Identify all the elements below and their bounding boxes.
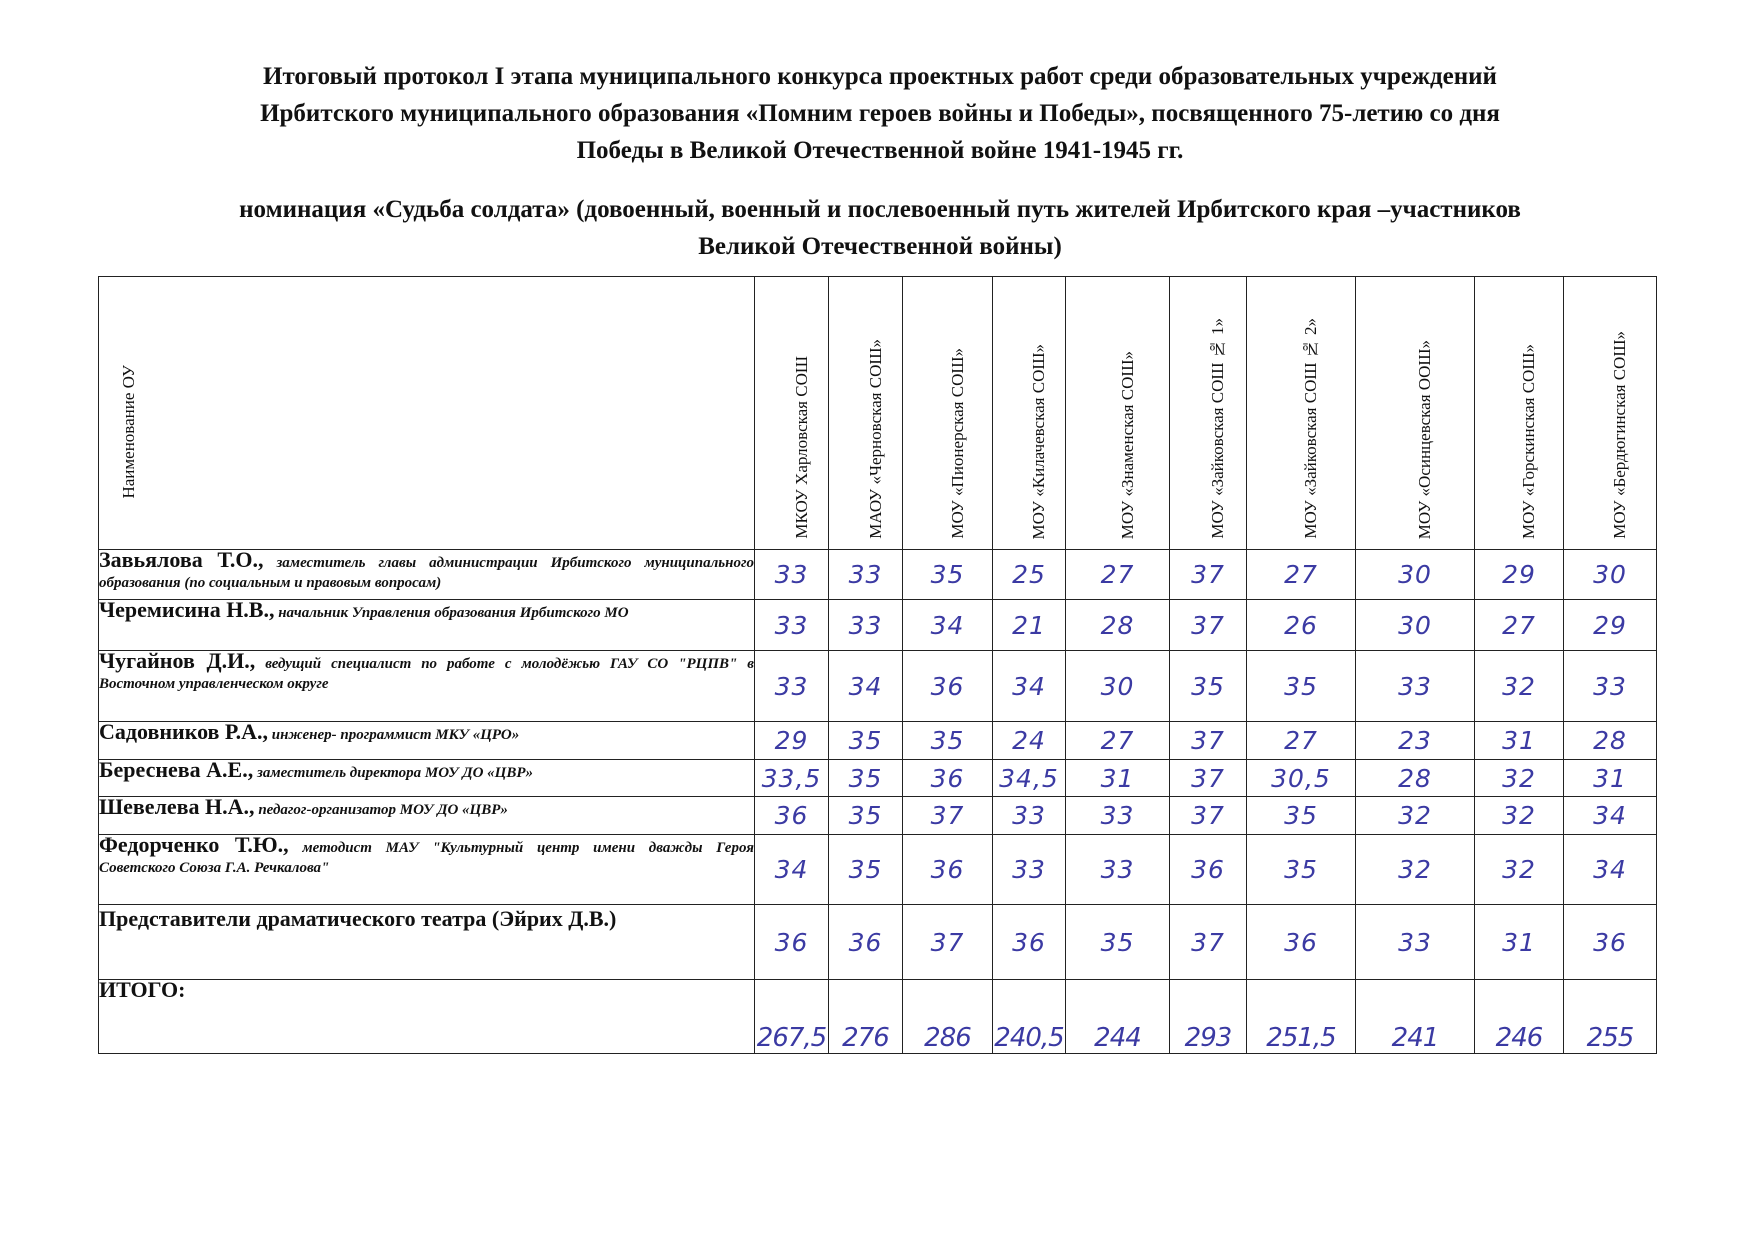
score-cell: 31 bbox=[1475, 722, 1564, 760]
score-cell: 36 bbox=[903, 760, 993, 797]
juror-role: заместитель директора МОУ ДО «ЦВР» bbox=[253, 765, 534, 781]
juror-cell bbox=[99, 719, 755, 760]
juror-name: Федорченко Т.Ю., bbox=[99, 832, 289, 857]
score-cell: 33 bbox=[993, 835, 1066, 905]
nomination-title bbox=[90, 191, 1670, 265]
score-cell: 35 bbox=[903, 722, 993, 760]
school-header-8 bbox=[1356, 277, 1475, 550]
document-header bbox=[90, 58, 1670, 265]
score-cell: 34 bbox=[903, 600, 993, 651]
total-cell: 267,5 bbox=[755, 980, 829, 1054]
score-cell: 32 bbox=[1475, 651, 1564, 722]
score-cell: 30 bbox=[1356, 550, 1475, 600]
school-header-text: МОУ «Килачевская СОШ» bbox=[1029, 343, 1048, 539]
juror-name: Береснева А.Е., bbox=[99, 757, 254, 782]
score-cell: 33 bbox=[1066, 835, 1170, 905]
score-cell: 35 bbox=[1066, 905, 1170, 980]
score-cell: 27 bbox=[1066, 722, 1170, 760]
score-cell: 33 bbox=[1066, 797, 1170, 835]
score-cell: 35 bbox=[829, 760, 903, 797]
score-cell: 36 bbox=[903, 835, 993, 905]
score-cell: 33 bbox=[755, 550, 829, 600]
name-column-header bbox=[99, 277, 755, 550]
score-cell: 30 bbox=[1564, 550, 1657, 600]
score-cell: 36 bbox=[1247, 905, 1356, 980]
score-cell: 37 bbox=[1170, 760, 1247, 797]
score-cell: 28 bbox=[1564, 722, 1657, 760]
score-cell: 34 bbox=[993, 651, 1066, 722]
score-cell: 37 bbox=[1170, 905, 1247, 980]
nomination-line: номинация «Судьба солдата» (довоенный, военный и послевоенный путь жителей Ирбитского края –участников bbox=[239, 196, 1521, 223]
school-header-text: МКОУ Харловская СОШ bbox=[791, 356, 811, 539]
school-header-10 bbox=[1564, 277, 1657, 550]
school-header-6 bbox=[1170, 277, 1247, 550]
score-cell: 29 bbox=[1475, 550, 1564, 600]
score-cell: 32 bbox=[1475, 835, 1564, 905]
score-cell: 35 bbox=[1247, 797, 1356, 835]
score-cell: 35 bbox=[1247, 835, 1356, 905]
school-header-text: МАОУ «Черновская СОШ» bbox=[865, 339, 885, 539]
juror-name: Чугайнов Д.И., bbox=[99, 648, 256, 673]
score-cell: 33 bbox=[1564, 651, 1657, 722]
school-header-7 bbox=[1247, 277, 1356, 550]
score-cell: 35 bbox=[829, 797, 903, 835]
total-cell: 255 bbox=[1564, 980, 1657, 1054]
score-cell: 24 bbox=[993, 722, 1066, 760]
total-cell: 293 bbox=[1170, 980, 1247, 1054]
table-row bbox=[99, 722, 1657, 760]
title-line: Ирбитского муниципального образования «Помним героев войны и Победы», посвященного 75-летию со дня bbox=[260, 100, 1500, 127]
score-cell: 31 bbox=[1066, 760, 1170, 797]
score-cell: 36 bbox=[993, 905, 1066, 980]
score-cell: 37 bbox=[1170, 722, 1247, 760]
school-header-text: МОУ «Осинцевская ООШ» bbox=[1415, 339, 1434, 539]
score-cell: 32 bbox=[1356, 835, 1475, 905]
score-cell: 33 bbox=[755, 600, 829, 651]
score-cell: 37 bbox=[1170, 797, 1247, 835]
juror-cell bbox=[99, 757, 755, 797]
score-cell: 35 bbox=[1247, 651, 1356, 722]
score-cell: 29 bbox=[755, 722, 829, 760]
juror-cell bbox=[99, 547, 755, 600]
score-cell: 30,5 bbox=[1247, 760, 1356, 797]
juror-cell bbox=[99, 832, 755, 905]
title-line: Итоговый протокол I этапа муниципального конкурса проектных работ среди образовательных учреждений bbox=[263, 63, 1497, 90]
school-header-text: МОУ «Горскинская СОШ» bbox=[1519, 344, 1538, 539]
score-cell: 33 bbox=[829, 550, 903, 600]
table-row bbox=[99, 835, 1657, 905]
score-cell: 25 bbox=[993, 550, 1066, 600]
score-cell: 36 bbox=[755, 905, 829, 980]
total-label-cell bbox=[99, 977, 755, 1054]
juror-role: заместитель главы администрации Ирбитского муниципального образования (по социальным и правовым вопросам) bbox=[99, 555, 754, 591]
score-cell: 36 bbox=[1170, 835, 1247, 905]
score-cell: 33 bbox=[829, 600, 903, 651]
score-cell: 33,5 bbox=[755, 760, 829, 797]
juror-name: Черемисина Н.В., bbox=[99, 597, 275, 622]
score-cell: 32 bbox=[1475, 797, 1564, 835]
score-cell: 28 bbox=[1356, 760, 1475, 797]
table-row bbox=[99, 905, 1657, 980]
score-cell: 34 bbox=[1564, 797, 1657, 835]
score-cell: 26 bbox=[1247, 600, 1356, 651]
score-cell: 37 bbox=[1170, 600, 1247, 651]
score-cell: 31 bbox=[1475, 905, 1564, 980]
score-cell: 33 bbox=[1356, 905, 1475, 980]
protocol-title bbox=[90, 58, 1670, 169]
name-column-header-text: Наименование ОУ bbox=[119, 365, 138, 499]
score-cell: 35 bbox=[829, 722, 903, 760]
score-cell: 34 bbox=[755, 835, 829, 905]
total-cell: 286 bbox=[903, 980, 993, 1054]
juror-role: ведущий специалист по работе с молодёжью ГАУ СО "РЦПВ" в Восточном управленческом округе bbox=[99, 656, 754, 692]
score-cell: 35 bbox=[829, 835, 903, 905]
score-cell: 28 bbox=[1066, 600, 1170, 651]
table-row bbox=[99, 550, 1657, 600]
score-cell: 37 bbox=[1170, 550, 1247, 600]
school-header-text: МОУ «Знаменская СОШ» bbox=[1117, 350, 1137, 539]
score-cell: 27 bbox=[1475, 600, 1564, 651]
total-cell: 276 bbox=[829, 980, 903, 1054]
score-cell: 34,5 bbox=[993, 760, 1066, 797]
total-cell: 251,5 bbox=[1247, 980, 1356, 1054]
score-cell: 35 bbox=[903, 550, 993, 600]
total-cell: 240,5 bbox=[993, 980, 1066, 1054]
school-header-3 bbox=[903, 277, 993, 550]
table-row bbox=[99, 600, 1657, 651]
score-cell: 30 bbox=[1066, 651, 1170, 722]
score-cell: 31 bbox=[1564, 760, 1657, 797]
title-line: Победы в Великой Отечественной войне 1941-1945 гг. bbox=[576, 137, 1184, 164]
school-header-5 bbox=[1066, 277, 1170, 550]
score-cell: 32 bbox=[1356, 797, 1475, 835]
school-header-2 bbox=[829, 277, 903, 550]
score-cell: 33 bbox=[993, 797, 1066, 835]
juror-cell bbox=[99, 648, 755, 722]
total-cell: 241 bbox=[1356, 980, 1475, 1054]
juror-name: Представители драматического театра (Эйрих Д.В.) bbox=[99, 906, 617, 931]
total-cell: 244 bbox=[1066, 980, 1170, 1054]
juror-role: инженер- программист МКУ «ЦРО» bbox=[268, 727, 520, 743]
score-cell: 34 bbox=[829, 651, 903, 722]
scores-table bbox=[98, 276, 1657, 1054]
juror-cell bbox=[99, 794, 755, 835]
score-cell: 34 bbox=[1564, 835, 1657, 905]
juror-role: начальник Управления образования Ирбитского МО bbox=[274, 605, 629, 621]
school-header-text: МОУ «Пионерская СОШ» bbox=[947, 348, 967, 539]
score-cell: 32 bbox=[1475, 760, 1564, 797]
school-header-text: МОУ «Бердюгинская СОШ» bbox=[1610, 331, 1629, 539]
school-header-9 bbox=[1475, 277, 1564, 550]
juror-name: Шевелева Н.А., bbox=[99, 794, 255, 819]
score-cell: 36 bbox=[829, 905, 903, 980]
juror-role: методист МАУ "Культурный центр имени дважды Героя Советского Союза Г.А. Речкалова" bbox=[99, 840, 754, 876]
table-row bbox=[99, 797, 1657, 835]
school-header-1 bbox=[755, 277, 829, 550]
score-cell: 30 bbox=[1356, 600, 1475, 651]
total-label: ИТОГО: bbox=[99, 977, 186, 1002]
score-cell: 37 bbox=[903, 905, 993, 980]
header-row bbox=[99, 277, 1657, 550]
nomination-line: Великой Отечественной войны) bbox=[698, 233, 1062, 260]
juror-cell bbox=[99, 597, 755, 651]
juror-name: Завьялова Т.О., bbox=[99, 547, 264, 572]
score-cell: 33 bbox=[755, 651, 829, 722]
score-cell: 27 bbox=[1247, 550, 1356, 600]
score-cell: 27 bbox=[1066, 550, 1170, 600]
score-cell: 36 bbox=[903, 651, 993, 722]
school-header-4 bbox=[993, 277, 1066, 550]
total-cell: 246 bbox=[1475, 980, 1564, 1054]
table-row bbox=[99, 651, 1657, 722]
score-cell: 36 bbox=[1564, 905, 1657, 980]
score-cell: 37 bbox=[903, 797, 993, 835]
score-cell: 33 bbox=[1356, 651, 1475, 722]
juror-name: Садовников Р.А., bbox=[99, 719, 268, 744]
score-cell: 27 bbox=[1247, 722, 1356, 760]
school-header-text: МОУ «Зайковская СОШ № 2» bbox=[1301, 318, 1320, 539]
score-cell: 21 bbox=[993, 600, 1066, 651]
juror-role: педагог-организатор МОУ ДО «ЦВР» bbox=[254, 802, 508, 818]
table-row bbox=[99, 760, 1657, 797]
score-cell: 29 bbox=[1564, 600, 1657, 651]
juror-cell bbox=[99, 905, 755, 980]
score-cell: 23 bbox=[1356, 722, 1475, 760]
score-cell: 35 bbox=[1170, 651, 1247, 722]
school-header-text: МОУ «Зайковская СОШ № 1» bbox=[1208, 318, 1227, 539]
score-cell: 36 bbox=[755, 797, 829, 835]
total-row bbox=[99, 980, 1657, 1054]
